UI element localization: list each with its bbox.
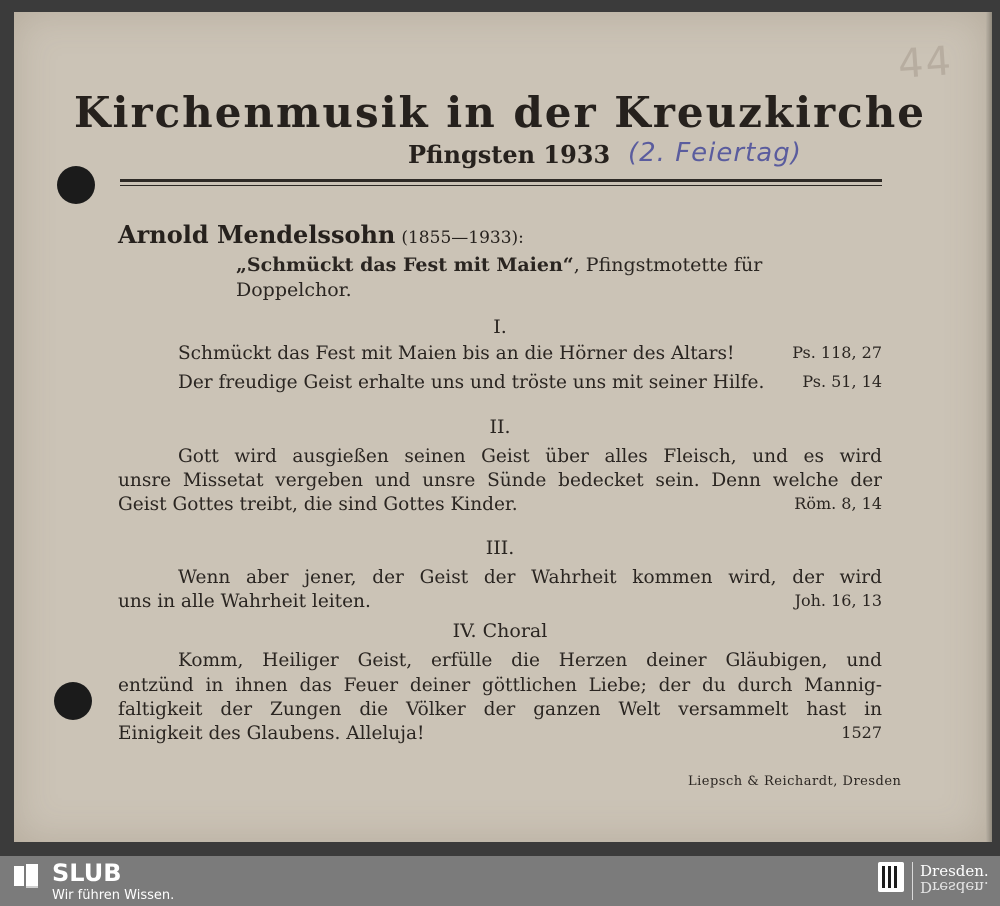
section-heading-1: I. [493, 316, 507, 338]
handwritten-note: (2. Feiertag) [628, 138, 802, 168]
dresden-text: Dresden. [920, 862, 989, 880]
scripture-reference: Ps. 118, 27 [792, 343, 882, 362]
punch-hole-top [57, 166, 95, 204]
verse-text: uns in alle Wahrheit leiten. [118, 591, 371, 612]
scripture-reference: Joh. 16, 13 [794, 591, 882, 610]
verse-line [118, 494, 882, 515]
title-rule-thick [120, 179, 882, 182]
verse-text: Geist Gottes treibt, die sind Gottes Kinder. [118, 494, 518, 515]
verse-line [118, 723, 882, 744]
verse-line: entzünd in ihnen das Feuer deiner göttlichen Liebe; der du durch Mannig- [118, 675, 882, 696]
footer-divider [912, 862, 913, 900]
composer-name: Arnold Mendelssohn [118, 220, 396, 249]
slub-book-icon [12, 862, 40, 890]
composer-dates: (1855—1933): [401, 228, 524, 248]
section-heading-3: III. [485, 537, 515, 559]
work-title-line [236, 254, 762, 276]
dresden-coat-of-arms-icon [878, 862, 904, 892]
verse-line: unsre Missetat vergeben und unsre Sünde bedecket sein. Denn welche der [118, 470, 882, 491]
section-heading-2: II. [489, 416, 511, 438]
work-title: „Schmückt das Fest mit Maien“ [236, 254, 574, 276]
slub-tagline: Wir führen Wissen. [52, 888, 175, 903]
verse-text: Der freudige Geist erhalte uns und tröste uns mit seiner Hilfe. [178, 372, 765, 393]
document-title: Kirchenmusik in der Kreuzkirche [74, 88, 926, 137]
verse-line [178, 343, 882, 364]
punch-hole-bottom [54, 682, 92, 720]
verse-line: Wenn aber jener, der Geist der Wahrheit kommen wird, der wird [178, 567, 882, 588]
verse-line [118, 591, 882, 612]
title-rule-thin [120, 185, 882, 186]
dresden-logo[interactable] [920, 864, 989, 894]
verse-line: faltigkeit der Zungen die Völker der ganzen Welt versammelt hast in [118, 699, 882, 720]
work-description-cont: Doppelchor. [236, 279, 352, 301]
verse-text: Schmückt das Fest mit Maien bis an die Hörner des Altars! [178, 343, 735, 364]
verse-line: Gott wird ausgießen seinen Geist über alles Fleisch, und es wird [178, 446, 882, 467]
verse-text: Einigkeit des Glaubens. Alleluja! [118, 723, 425, 744]
document-subtitle: Pfingsten 1933 [408, 140, 611, 169]
footer-bar [0, 856, 1000, 906]
page-number: 44 [896, 38, 955, 88]
scripture-reference: Ps. 51, 14 [802, 372, 882, 391]
hymn-year: 1527 [841, 723, 882, 742]
section-heading-4: IV. Choral [452, 620, 548, 642]
verse-line: Komm, Heiliger Geist, erfülle die Herzen deiner Gläubigen, und [178, 650, 882, 671]
printer-imprint: Liepsch & Reichardt, Dresden [688, 774, 902, 789]
slub-logo[interactable]: SLUB [52, 859, 122, 887]
dresden-text-mirror: Dresden. [920, 878, 989, 896]
scripture-reference: Röm. 8, 14 [794, 494, 882, 513]
work-description: , Pfingstmotette für [573, 254, 763, 276]
verse-line [178, 372, 882, 393]
composer-heading [118, 220, 524, 249]
